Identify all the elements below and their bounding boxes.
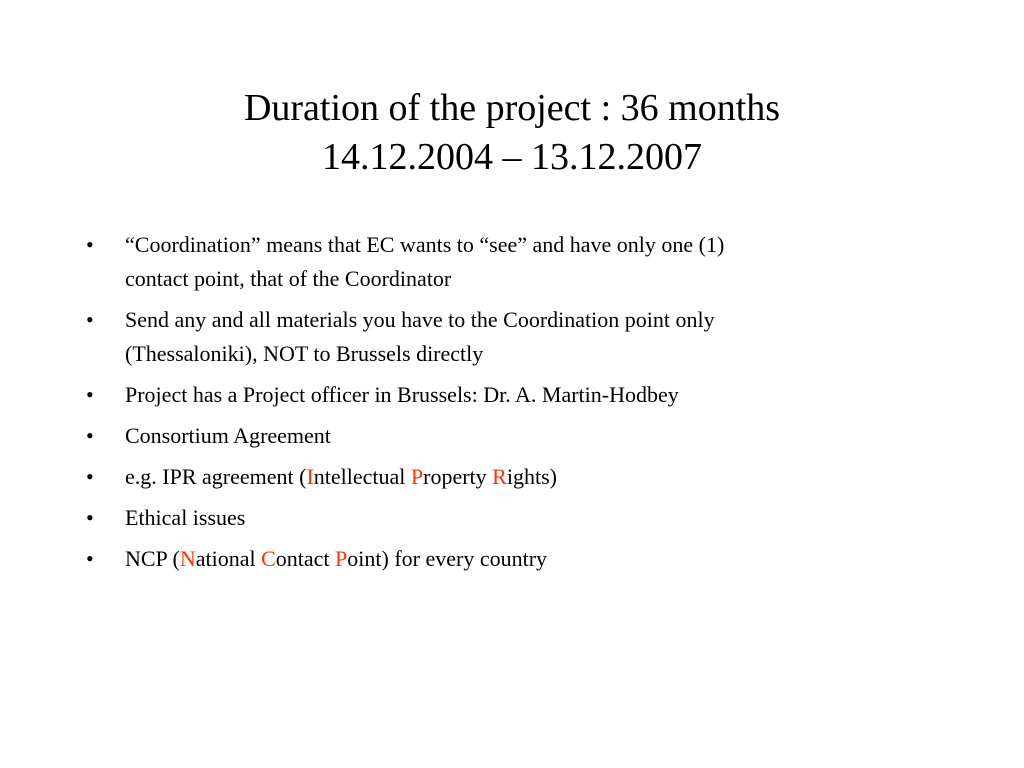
bullet-item-ethical-issues xyxy=(86,501,926,535)
bullet-text-line-1: Send any and all materials you have to the Coordination point only xyxy=(125,307,715,332)
bullet-item-consortium-agreement xyxy=(86,419,926,453)
bullet-text: Project has a Project officer in Brussels: Dr. A. Martin-Hodbey xyxy=(125,382,679,407)
highlight-letter: R xyxy=(492,464,507,489)
title-line-1: Duration of the project : 36 months xyxy=(243,87,781,129)
bullet-text-segment: oint) for every country xyxy=(347,546,548,571)
bullet-dot-icon: • xyxy=(86,546,94,571)
bullet-item-ipr-agreement xyxy=(86,460,926,494)
bullet-text-segment: e.g. IPR agreement ( xyxy=(125,464,307,489)
bullet-text-line-2: (Thessaloniki), NOT to Brussels directly xyxy=(125,341,484,366)
bullet-dot-icon: • xyxy=(86,232,94,257)
bullet-item-project-officer xyxy=(86,378,926,412)
bullet-dot-icon: • xyxy=(86,307,94,332)
bullet-text-line-2: contact point, that of the Coordinator xyxy=(125,266,452,291)
bullet-dot-icon: • xyxy=(86,423,94,448)
bullet-dot-icon: • xyxy=(86,382,94,407)
bullet-item-coordination xyxy=(86,228,926,296)
bullet-text-segment: ational xyxy=(195,546,262,571)
slide-title xyxy=(0,84,1024,182)
bullet-text: Consortium Agreement xyxy=(125,423,331,448)
highlight-letter: P xyxy=(335,546,348,571)
bullet-list xyxy=(86,228,926,583)
title-line-2: 14.12.2004 – 13.12.2007 xyxy=(322,136,702,178)
bullet-text-segment: ntellectual xyxy=(313,464,411,489)
bullet-text-line-1: “Coordination” means that EC wants to “see” and have only one (1) xyxy=(125,232,725,257)
bullet-dot-icon: • xyxy=(86,505,94,530)
bullet-item-ncp xyxy=(86,542,926,576)
bullet-text: Ethical issues xyxy=(125,505,246,530)
highlight-letter: I xyxy=(306,464,314,489)
highlight-letter: C xyxy=(261,546,276,571)
bullet-text-segment: ights) xyxy=(506,464,557,489)
bullet-dot-icon: • xyxy=(86,464,94,489)
highlight-letter: N xyxy=(179,546,196,571)
bullet-text-segment: roperty xyxy=(423,464,493,489)
highlight-letter: P xyxy=(410,464,424,489)
bullet-text-segment: ontact xyxy=(275,546,336,571)
bullet-item-materials xyxy=(86,303,926,371)
bullet-text-segment: NCP ( xyxy=(125,546,180,571)
